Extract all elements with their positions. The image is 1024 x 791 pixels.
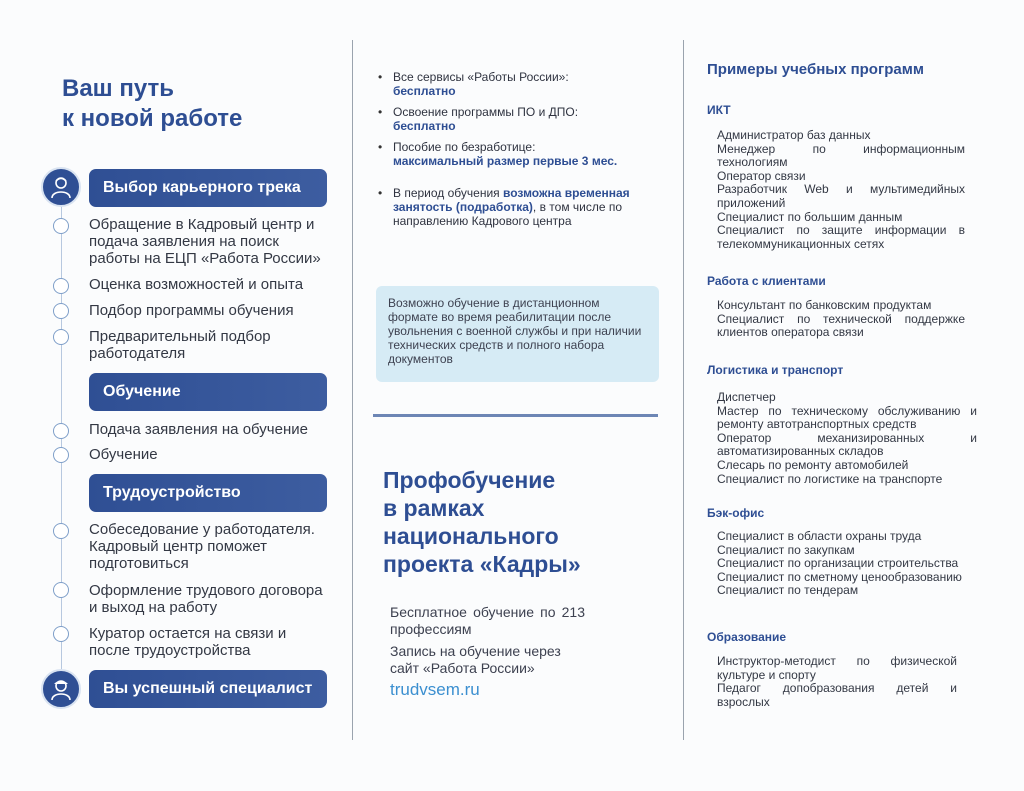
step-marker (53, 423, 69, 439)
benefit-text: , в том числе по направлению Кадрового центра (393, 200, 623, 228)
category-ict-heading: ИКТ (707, 103, 731, 117)
section-separator (373, 414, 658, 417)
program-title (383, 466, 581, 578)
program-title-line: проекта «Кадры» (383, 551, 581, 577)
trudvsem-link[interactable]: trudvsem.ru (390, 680, 480, 699)
benefit-text: • Все сервисы «Работы России»: (393, 70, 569, 84)
step-training: Обучение (89, 446, 158, 463)
category-logistics-heading: Логистика и транспорт (707, 363, 844, 377)
benefit-text: В период обучения (393, 186, 504, 200)
category-logistics-list (717, 391, 977, 486)
step-contract: Оформление трудового договора и выход на работу (89, 582, 323, 616)
program-item: Консультант по банковским продуктам (717, 298, 932, 312)
program-item: Менеджер по информационным технологиям (717, 141, 965, 170)
benefit-item (378, 186, 668, 228)
program-item: Специалист по большим данным (717, 209, 903, 224)
benefit-item (378, 140, 668, 168)
benefit-text: • Освоение программы ПО и ДПО: (393, 105, 579, 119)
step-marker (53, 447, 69, 463)
step-marker (53, 582, 69, 598)
program-item: Специалист по технической поддержке клиентов оператора связи (717, 311, 965, 340)
category-education-heading: Образование (707, 630, 787, 644)
column-divider-left (352, 40, 353, 740)
step-curator: Куратор остается на связи и после трудоустройства (89, 625, 287, 659)
free-training-text: Бесплатное обучение по 213 профессиям (390, 604, 585, 637)
program-item: Педагог допобразования детей и взрослых (717, 681, 957, 709)
step-marker (53, 278, 69, 294)
step-marker (53, 218, 69, 234)
step-apply-job-center: Обращение в Кадровый центр и подача заявления на поиск работы на ЕЦП «Работа России» (89, 216, 321, 267)
remote-training-info-box (376, 286, 659, 382)
step-marker (53, 626, 69, 642)
specialist-avatar-icon (41, 669, 81, 709)
program-item: Слесарь по ремонту автомобилей (717, 457, 909, 472)
program-item: Мастер по техническому обслуживанию и ремонту автотранспортных средств (717, 403, 977, 432)
step-marker (53, 523, 69, 539)
category-clients-heading: Работа с клиентами (707, 274, 826, 288)
program-item: Оператор механизированных и автоматизированных складов (717, 430, 977, 459)
programs-examples-title: Примеры учебных программ (707, 61, 924, 78)
stage-successful-specialist: Вы успешный специалист (89, 670, 327, 708)
program-item: Разработчик Web и мультимедийных приложений (717, 182, 965, 210)
career-path-title-line1: Ваш путь (62, 75, 174, 102)
step-employer-preselection: Предварительный подбор работодателя (89, 328, 271, 362)
program-item: Оператор связи (717, 168, 806, 183)
step-marker (53, 329, 69, 345)
step-marker (53, 303, 69, 319)
job-seeker-avatar-icon (41, 167, 81, 207)
remote-training-info-text: Возможно обучение в дистанционном формате во время реабилитации после увольнения с военной службы и при наличии технических средств и полного набора документов (388, 296, 642, 366)
step-assessment: Оценка возможностей и опыта (89, 276, 304, 293)
program-item: Диспетчер (717, 390, 776, 404)
category-education-list (717, 655, 957, 709)
program-item: Инструктор-методист по физической культуре и спорту (717, 654, 957, 682)
benefit-item (378, 105, 668, 133)
program-item: Администратор баз данных (717, 128, 871, 142)
program-item: Специалист по закупкам (717, 542, 855, 557)
program-item: Специалист по организации строительства (717, 556, 959, 571)
program-item: Специалист в области охраны труда (717, 529, 922, 543)
benefit-highlight: возможна временная занятость (подработка) (393, 186, 630, 214)
step-interview: Собеседование у работодателя. Кадровый центр поможет подготовиться (89, 521, 315, 572)
program-title-line: национального (383, 523, 559, 549)
benefit-highlight: максимальный размер первые 3 мес. (393, 154, 618, 168)
benefit-text: • Пособие по безработице: (393, 140, 536, 154)
stage-career-track: Выбор карьерного трека (89, 169, 327, 207)
program-title-line: Профобучение (383, 467, 556, 493)
category-ict-list (717, 129, 965, 251)
category-backoffice-list (717, 530, 985, 598)
stage-employment: Трудоустройство (89, 474, 327, 512)
step-program-selection: Подбор программы обучения (89, 302, 294, 319)
career-path-title-line2: к новой работе (62, 105, 243, 132)
benefit-item (378, 70, 668, 98)
category-backoffice-heading: Бэк-офис (707, 506, 765, 520)
column-divider-right (683, 40, 684, 740)
program-item: Специалист по логистике на транспорте (717, 471, 943, 486)
program-item: Специалист по защите информации в телекоммуникационных сетях (717, 223, 965, 251)
program-item: Специалист по сметному ценообразованию (717, 569, 962, 584)
benefit-highlight: бесплатно (393, 119, 456, 133)
program-title-line: в рамках (383, 495, 485, 521)
apply-training-text: Запись на обучение через сайт «Работа России» (390, 643, 561, 676)
timeline-line (61, 200, 62, 692)
stage-training: Обучение (89, 373, 327, 411)
benefits-list (378, 70, 668, 235)
step-training-application: Подача заявления на обучение (89, 421, 308, 438)
program-item: Специалист по тендерам (717, 583, 859, 598)
category-clients-list (717, 299, 965, 340)
benefit-highlight: бесплатно (393, 84, 456, 98)
career-path-title (62, 74, 242, 134)
